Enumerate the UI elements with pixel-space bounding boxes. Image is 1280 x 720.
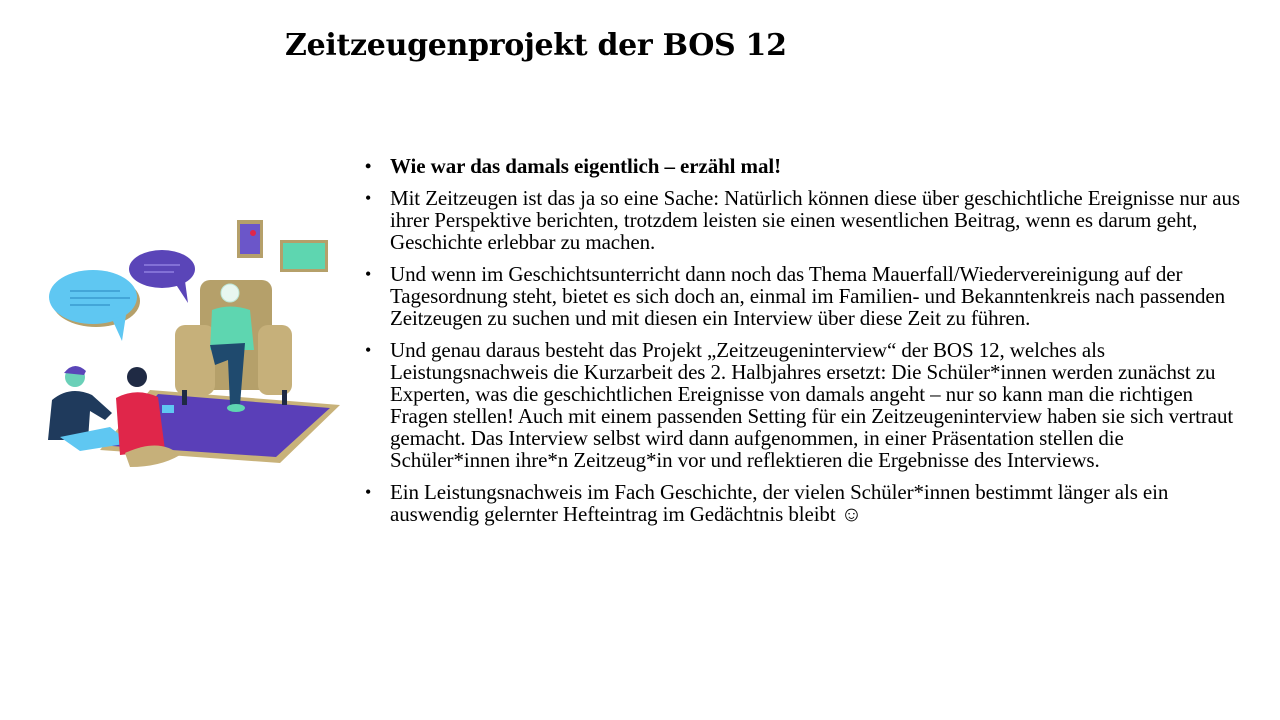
bullet-list — [363, 155, 1243, 535]
bullet-item — [363, 187, 1243, 253]
bullet-icon: • — [365, 264, 372, 284]
bullet-icon: • — [365, 482, 372, 502]
bullet-item — [363, 481, 1243, 525]
bullet-text: Mit Zeitzeugen ist das ja so eine Sache: Natürlich können diese über geschichtliche Ereignisse nur aus ihrer Perspektive berichten, trotzdem leisten sie einen wesentlichen Beitrag, wenn es darum geht, Geschichte erlebbar zu machen. — [390, 186, 1240, 254]
bullet-item — [363, 155, 1243, 177]
bullet-text: Und wenn im Geschichtsunterricht dann noch das Thema Mauerfall/Wiedervereinigung auf der Tagesordnung steht, bietet es sich doch an, einmal im Familien- und Bekanntenkreis nach passenden Zeitzeugen zu suchen und mit diesen ein Interview über diese Zeit zu führen. — [390, 262, 1226, 330]
tablet-icon — [162, 405, 174, 413]
elder-body — [210, 307, 254, 351]
slide-title: Zeitzeugenprojekt der BOS 12 — [285, 28, 787, 63]
bullet-icon: • — [365, 156, 372, 176]
bullet-item — [363, 263, 1243, 329]
bullet-icon: • — [365, 188, 372, 208]
bullet-text: Wie war das damals eigentlich – erzähl mal! — [390, 154, 781, 178]
bullet-item — [363, 339, 1243, 471]
elder-head — [221, 284, 239, 302]
bullet-icon: • — [365, 340, 372, 360]
interview-scene-illustration — [40, 215, 355, 475]
bullet-text: Und genau daraus besteht das Projekt „Zeitzeugeninterview“ der BOS 12, welches als Leistungsnachweis die Kurzarbeit des 2. Halbjahres ersetzt: Die Schüler*innen werden zunächst zu Experten, was die geschichtlichen Ereignisse von damals angeht – nur so kann man die richtigen Fragen stellen! Auch mit einem passenden Setting für ein Zeitzeugeninterview haben sie sich vertraut gemacht. Das Interview selbst wird dann aufgenommen, in einer Präsentation stellen die Schüler*innen ihre*n Zeitzeug*in vor und reflektieren die Ergebnisse des Interviews. — [390, 338, 1234, 472]
bullet-text: Ein Leistungsnachweis im Fach Geschichte, der vielen Schüler*innen bestimmt länger als ein auswendig gelernter Hefteintrag im Gedächtnis bleibt ☺ — [390, 480, 1169, 526]
student-head — [127, 367, 147, 387]
